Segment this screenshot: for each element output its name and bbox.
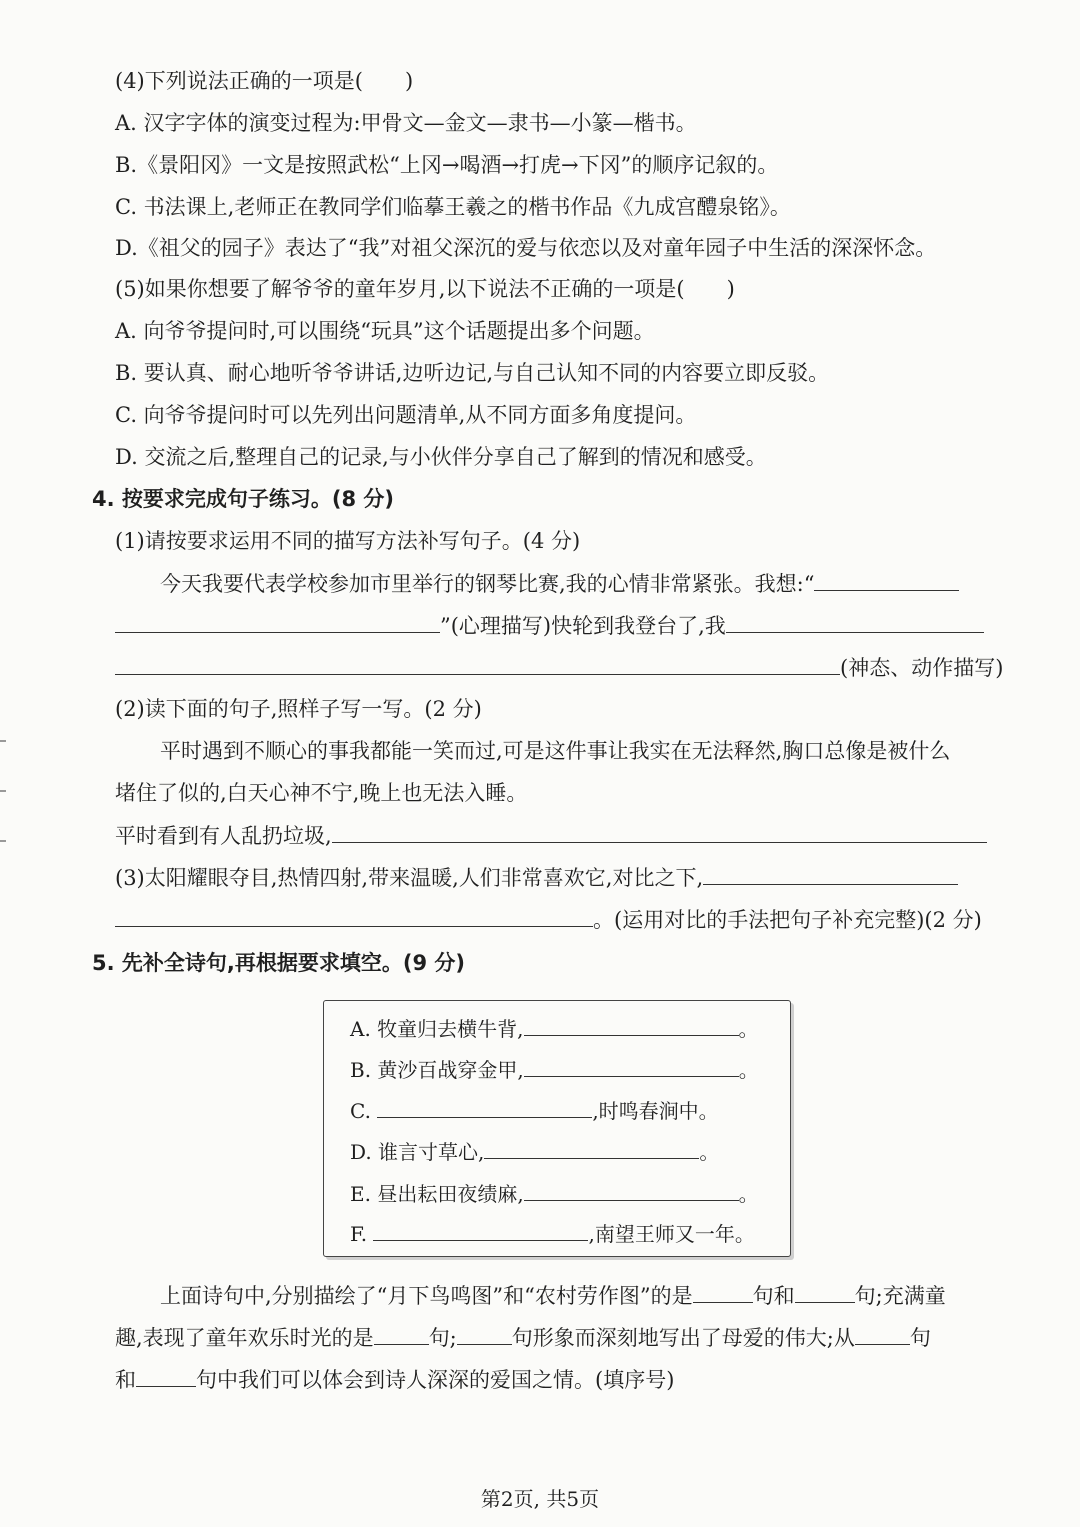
q4-1-line3 — [115, 652, 1003, 683]
answer-blank[interactable] — [377, 1095, 592, 1118]
q4-1-stem: (1)请按要求运用不同的描写方法补写句子。(4 分) — [115, 529, 581, 553]
answer-blank[interactable] — [703, 862, 958, 885]
q5-fill-line1 — [160, 1280, 946, 1311]
q4-2-example-line1: 平时遇到不顺心的事我都能一笑而过,可是这件事让我实在无法释然,胸口总像是被什么 — [160, 739, 951, 763]
answer-blank[interactable] — [115, 904, 593, 927]
answer-blank[interactable] — [524, 1178, 739, 1201]
q4-3-text: (3)太阳耀眼夺目,热情四射,带来温暖,人们非常喜欢它,对比之下, — [115, 866, 704, 890]
fill-text: 句和 — [752, 1284, 795, 1308]
poem-end: 。 — [738, 1058, 759, 1082]
q4-1-line1 — [160, 568, 959, 599]
poem-label: E. 昼出耘田夜绩麻, — [350, 1182, 524, 1206]
fill-text: 句中我们可以体会到诗人深深的爱国之情。(填序号) — [196, 1368, 675, 1392]
poem-end: ,南望王师又一年。 — [588, 1222, 755, 1246]
q5-fill-line2 — [115, 1322, 931, 1353]
answer-blank[interactable] — [524, 1013, 739, 1036]
q4-3-instruction: 。(运用对比的手法把句子补充完整)(2 分) — [593, 908, 982, 932]
answer-blank[interactable] — [115, 610, 440, 633]
answer-blank[interactable] — [726, 610, 984, 633]
q4-2-stem: (2)读下面的句子,照样子写一写。(2 分) — [115, 697, 482, 721]
q4-3-line1 — [115, 862, 958, 893]
poem-label: B. 黄沙百战穿金甲, — [350, 1058, 524, 1082]
q4-3-line2 — [115, 904, 982, 935]
poem-line-d — [350, 1136, 719, 1166]
fill-text: 句形象而深刻地写出了母爱的伟大;从 — [511, 1326, 855, 1350]
fill-text: 句; — [428, 1326, 457, 1350]
q4-2-prompt: 平时看到有人乱扔垃圾, — [115, 824, 332, 848]
poem-end: 。 — [699, 1140, 720, 1164]
q4-1-line2 — [115, 610, 984, 641]
answer-blank[interactable] — [136, 1364, 196, 1387]
poem-line-b — [350, 1054, 759, 1084]
q5-fill-line3 — [115, 1364, 674, 1395]
q4-heading: 4. 按要求完成句子练习。(8 分) — [92, 487, 395, 511]
poem-label: A. 牧童归去横牛背, — [350, 1017, 524, 1041]
q3-4-stem: (4)下列说法正确的一项是( ) — [115, 69, 414, 93]
poem-end: 。 — [738, 1182, 759, 1206]
poem-line-f — [350, 1218, 755, 1248]
q3-4-option-a: A. 汉字字体的演变过程为:甲骨文—金文—隶书—小篆—楷书。 — [115, 111, 697, 135]
fill-text: 上面诗句中,分别描绘了“月下鸟鸣图”和“农村劳作图”的是 — [160, 1284, 693, 1308]
poem-end: ,时鸣春涧中。 — [592, 1099, 719, 1123]
q3-5-option-a: A. 向爷爷提问时,可以围绕“玩具”这个话题提出多个问题。 — [115, 319, 655, 343]
poem-line-e — [350, 1178, 759, 1208]
poem-label: F. — [350, 1222, 368, 1246]
fill-text: 句;充满童 — [854, 1284, 946, 1308]
q3-4-option-b: B.《景阳冈》一文是按照武松“上冈→喝酒→打虎→下冈”的顺序记叙的。 — [115, 153, 779, 177]
q4-1-line1-text: 今天我要代表学校参加市里举行的钢琴比赛,我的心情非常紧张。我想:“ — [160, 572, 815, 596]
page-footer: 第2页, 共5页 — [480, 1487, 600, 1511]
edge-mark — [0, 840, 6, 842]
answer-blank[interactable] — [332, 820, 987, 843]
q4-2-example-line2: 堵住了似的,白天心神不宁,晚上也无法入睡。 — [115, 781, 528, 805]
poem-label: D. 谁言寸草心, — [350, 1140, 485, 1164]
q3-5-option-c: C. 向爷爷提问时可以先列出问题清单,从不同方面多角度提问。 — [115, 403, 697, 427]
edge-mark — [0, 790, 6, 792]
answer-blank[interactable] — [115, 652, 840, 675]
answer-blank[interactable] — [484, 1136, 699, 1159]
q3-4-option-c: C. 书法课上,老师正在教同学们临摹王羲之的楷书作品《九成宫醴泉铭》。 — [115, 195, 791, 219]
q5-heading: 5. 先补全诗句,再根据要求填空。(9 分) — [92, 951, 465, 975]
poem-end: 。 — [738, 1017, 759, 1041]
poem-label: C. — [350, 1099, 371, 1123]
answer-blank[interactable] — [795, 1280, 855, 1303]
answer-blank[interactable] — [855, 1322, 910, 1345]
q3-5-option-b: B. 要认真、耐心地听爷爷讲话,边听边记,与自己认知不同的内容要立即反驳。 — [115, 361, 830, 385]
edge-mark — [0, 740, 6, 742]
fill-text: 和 — [115, 1368, 136, 1392]
answer-blank[interactable] — [693, 1280, 753, 1303]
fill-text: 句 — [909, 1326, 931, 1350]
q4-2-prompt-line — [115, 820, 987, 851]
poem-line-a — [350, 1013, 759, 1043]
q4-1-line2-text: ”(心理描写)快轮到我登台了,我 — [440, 614, 726, 638]
poem-line-c — [350, 1095, 719, 1125]
q3-4-option-d: D.《祖父的园子》表达了“我”对祖父深沉的爱与依恋以及对童年园子中生活的深深怀念。 — [115, 236, 937, 260]
answer-blank[interactable] — [373, 1218, 588, 1241]
answer-blank[interactable] — [524, 1054, 739, 1077]
answer-blank[interactable] — [374, 1322, 429, 1345]
q3-5-option-d: D. 交流之后,整理自己的记录,与小伙伴分享自己了解到的情况和感受。 — [115, 445, 767, 469]
fill-text: 趣,表现了童年欢乐时光的是 — [115, 1326, 374, 1350]
q4-1-line3-text: (神态、动作描写) — [840, 656, 1004, 680]
q3-5-stem: (5)如果你想要了解爷爷的童年岁月,以下说法不正确的一项是( ) — [115, 277, 735, 301]
answer-blank[interactable] — [457, 1322, 512, 1345]
answer-blank[interactable] — [814, 568, 959, 591]
